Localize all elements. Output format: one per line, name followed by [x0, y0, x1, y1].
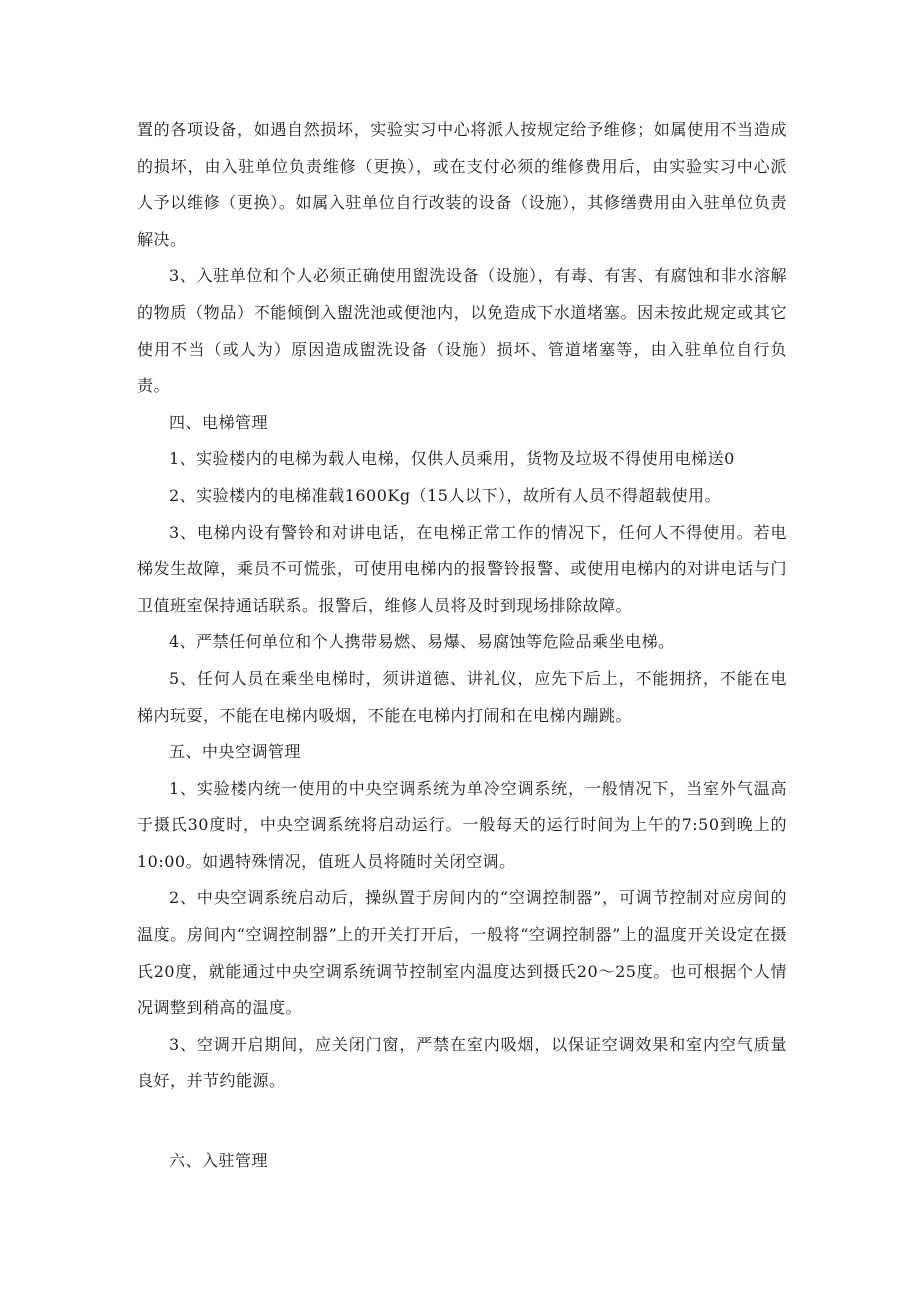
paragraph-continued-facilities: 置的各项设备，如遇自然损坏，实验实习中心将派人按规定给予维修；如属使用不当造成的损坏，由入驻单位负责维修（更换），或在支付必须的维修费用后，由实验实习中心派人予以维修（更换）。如属入驻单位自行改装的设备（设施），其修缮费用由入驻单位负责解决。 [137, 120, 787, 249]
paragraph-elevator-2: 2、实验楼内的电梯准载1600Kg（15人以下），故所有人员不得超载使用。 [169, 485, 721, 505]
paragraph-washroom-rules: 3、入驻单位和个人必须正确使用盥洗设备（设施），有毒、有害、有腐蚀和非水溶解的物质（物品）不能倾倒入盥洗池或便池内，以免造成下水道堵塞。因未按此规定或其它使用不当（或人为）原因造成盥洗设备（设施）损坏、管道堵塞等，由入驻单位自行负责。 [137, 266, 787, 396]
paragraph-elevator-5: 5、任何人员在乘坐电梯时，须讲道德、讲礼仪，应先下后上，不能拥挤，不能在电梯内玩耍，不能在电梯内吸烟，不能在电梯内打闹和在电梯内蹦跳。 [137, 668, 787, 725]
paragraph-elevator-4: 4、严禁任何单位和个人携带易燃、易爆、易腐蚀等危险品乘坐电梯。 [169, 632, 675, 652]
document-body [137, 112, 787, 1180]
section-heading-occupancy: 六、入驻管理 [169, 1151, 269, 1171]
paragraph-ac-3: 3、空调开启期间，应关闭门窗，严禁在室内吸烟，以保证空调效果和室内空气质量良好，并节约能源。 [137, 1034, 787, 1091]
section-spacer [137, 1100, 787, 1143]
paragraph-ac-2: 2、中央空调系统启动后，操纵置于房间内的“空调控制器”，可调节控制对应房间的温度。房间内“空调控制器”上的开关打开后，一般将“空调控制器”上的温度开关设定在摄氏20度，就能通过中央空调系统调节控制室内温度达到摄氏20～25度。也可根据个人情况调整到稍高的温度。 [137, 888, 787, 1018]
paragraph-ac-1: 1、实验楼内统一使用的中央空调系统为单冷空调系统，一般情况下，当室外气温高于摄氏30度时，中央空调系统将启动运行。一般每天的运行时间为上午的7:50到晚上的10:00。如遇特殊情况，值班人员将随时关闭空调。 [137, 778, 787, 871]
paragraph-elevator-3: 3、电梯内设有警铃和对讲电话，在电梯正常工作的情况下，任何人不得使用。若电梯发生故障，乘员不可慌张，可使用电梯内的报警铃报警、或使用电梯内的对讲电话与门卫值班室保持通话联系。报警后，维修人员将及时到现场排除故障。 [137, 522, 787, 615]
paragraph-elevator-1: 1、实验楼内的电梯为载人电梯，仅供人员乘用，货物及垃圾不得使用电梯送0 [169, 449, 735, 469]
section-heading-elevator: 四、电梯管理 [169, 412, 269, 432]
section-heading-air-conditioning: 五、中央空调管理 [169, 742, 302, 762]
